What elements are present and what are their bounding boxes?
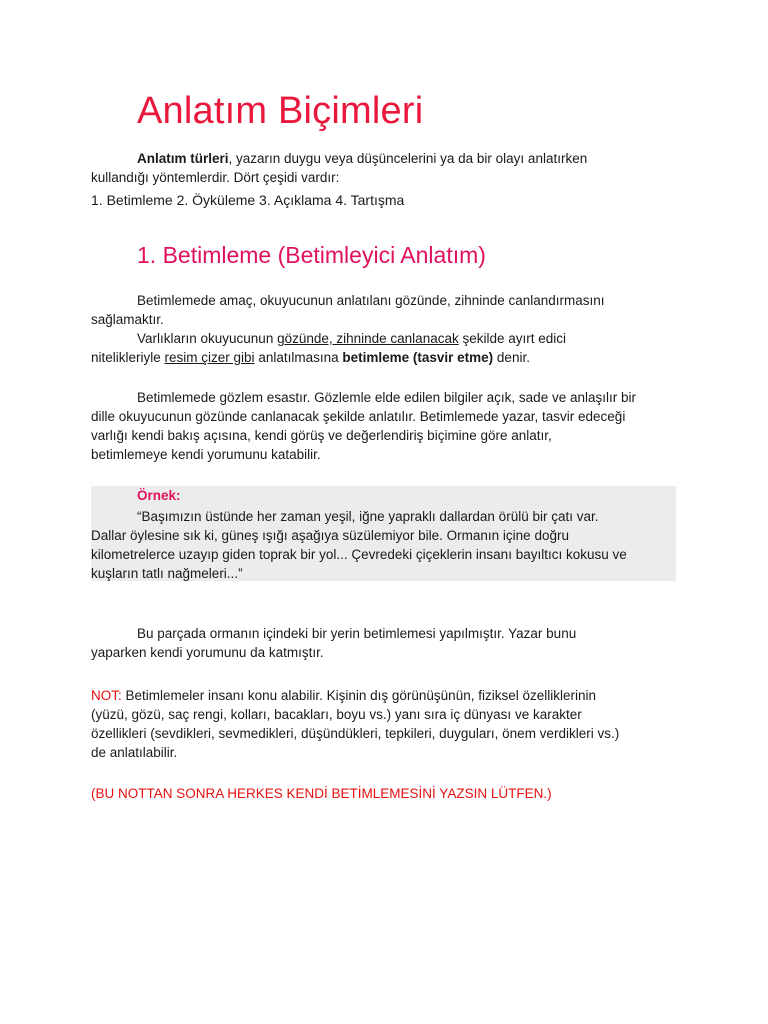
types-list: 1. Betimleme 2. Öyküleme 3. Açıklama 4. Tartışma [91, 192, 405, 208]
example-line-2: Dallar öylesine sık ki, güneş ışığı aşağıya süzülemiyor bile. Ormanın içine doğru [91, 528, 569, 543]
example-line-1: “Başımızın üstünde her zaman yeşil, iğne yapraklı dallardan örülü bir çatı var. [137, 509, 599, 524]
definition-line-2: sağlamaktır. [91, 312, 164, 327]
note-line-2: (yüzü, gözü, saç rengi, kolları, bacakları, boyu vs.) yanı sıra iç dünyası ve karakter [91, 707, 582, 722]
intro-line-1: , yazarın duygu veya düşüncelerini ya da bir olayı anlatırken [228, 151, 588, 166]
observation-line-1: Betimlemede gözlem esastır. Gözlemle elde edilen bilgiler açık, sade ve anlaşılır bir [137, 390, 636, 405]
section-heading-betimleme: 1. Betimleme (Betimleyici Anlatım) [137, 242, 486, 268]
observation-line-4: betimlemeye kendi yorumunu katabilir. [91, 447, 321, 462]
observation-paragraph [91, 388, 691, 464]
note-line-1: Betimlemeler insanı konu alabilir. Kişinin dış görünüşünün, fiziksel özelliklerinin [121, 688, 596, 703]
definition-text-c: nitelikleriyle [91, 350, 165, 365]
intro-bold-term: Anlatım türleri [137, 151, 229, 166]
definition-text-a: Varlıkların okuyucunun [137, 331, 278, 346]
example-label: Örnek: [137, 488, 181, 503]
observation-line-2: dille okuyucunun gözünde canlanacak şekilde anlatılır. Betimlemede yazar, tasvir edeceği [91, 409, 626, 424]
page-title: Anlatım Biçimleri [137, 90, 424, 132]
example-quote [91, 507, 681, 583]
definition-text-e: denir. [493, 350, 530, 365]
note-label: NOT: [91, 688, 122, 703]
note-paragraph [91, 686, 691, 762]
analysis-line-2: yaparken kendi yorumunu da katmıştır. [91, 645, 324, 660]
underlined-phrase-2: resim çizer gibi [164, 350, 255, 365]
intro-line-2: kullandığı yöntemlerdir. Dört çeşidi vardır: [91, 170, 340, 185]
example-line-3: kilometrelerce uzayıp giden toprak bir yol... Çevredeki çiçeklerin insanı bayıltıcı kokusu ve [91, 547, 627, 562]
intro-paragraph [91, 149, 691, 187]
definition-line-1: Betimlemede amaç, okuyucunun anlatılanı gözünde, zihninde canlandırmasını [137, 293, 605, 308]
note-line-4: de anlatılabilir. [91, 745, 178, 760]
definition-text-d: anlatılmasına [254, 350, 343, 365]
example-line-4: kuşların tatlı nağmeleri...” [91, 566, 243, 581]
observation-line-3: varlığı kendi bakış açısına, kendi görüş ve değerlendiriş biçimine göre anlatır, [91, 428, 552, 443]
analysis-paragraph [91, 624, 691, 662]
definition-bold-term: betimleme (tasvir etme) [342, 350, 494, 365]
definition-paragraph [91, 291, 691, 367]
definition-text-b: şekilde ayırt edici [458, 331, 567, 346]
note-line-3: özellikleri (sevdikleri, sevmedikleri, düşündükleri, tepkileri, duyguları, önem verdikleri vs.) [91, 726, 620, 741]
analysis-line-1: Bu parçada ormanın içindeki bir yerin betimlemesi yapılmıştır. Yazar bunu [137, 626, 577, 641]
request-line: (BU NOTTAN SONRA HERKES KENDİ BETİMLEMESİNİ YAZSIN LÜTFEN.) [91, 786, 552, 801]
underlined-phrase-1: gözünde, zihninde canlanacak [277, 331, 459, 346]
